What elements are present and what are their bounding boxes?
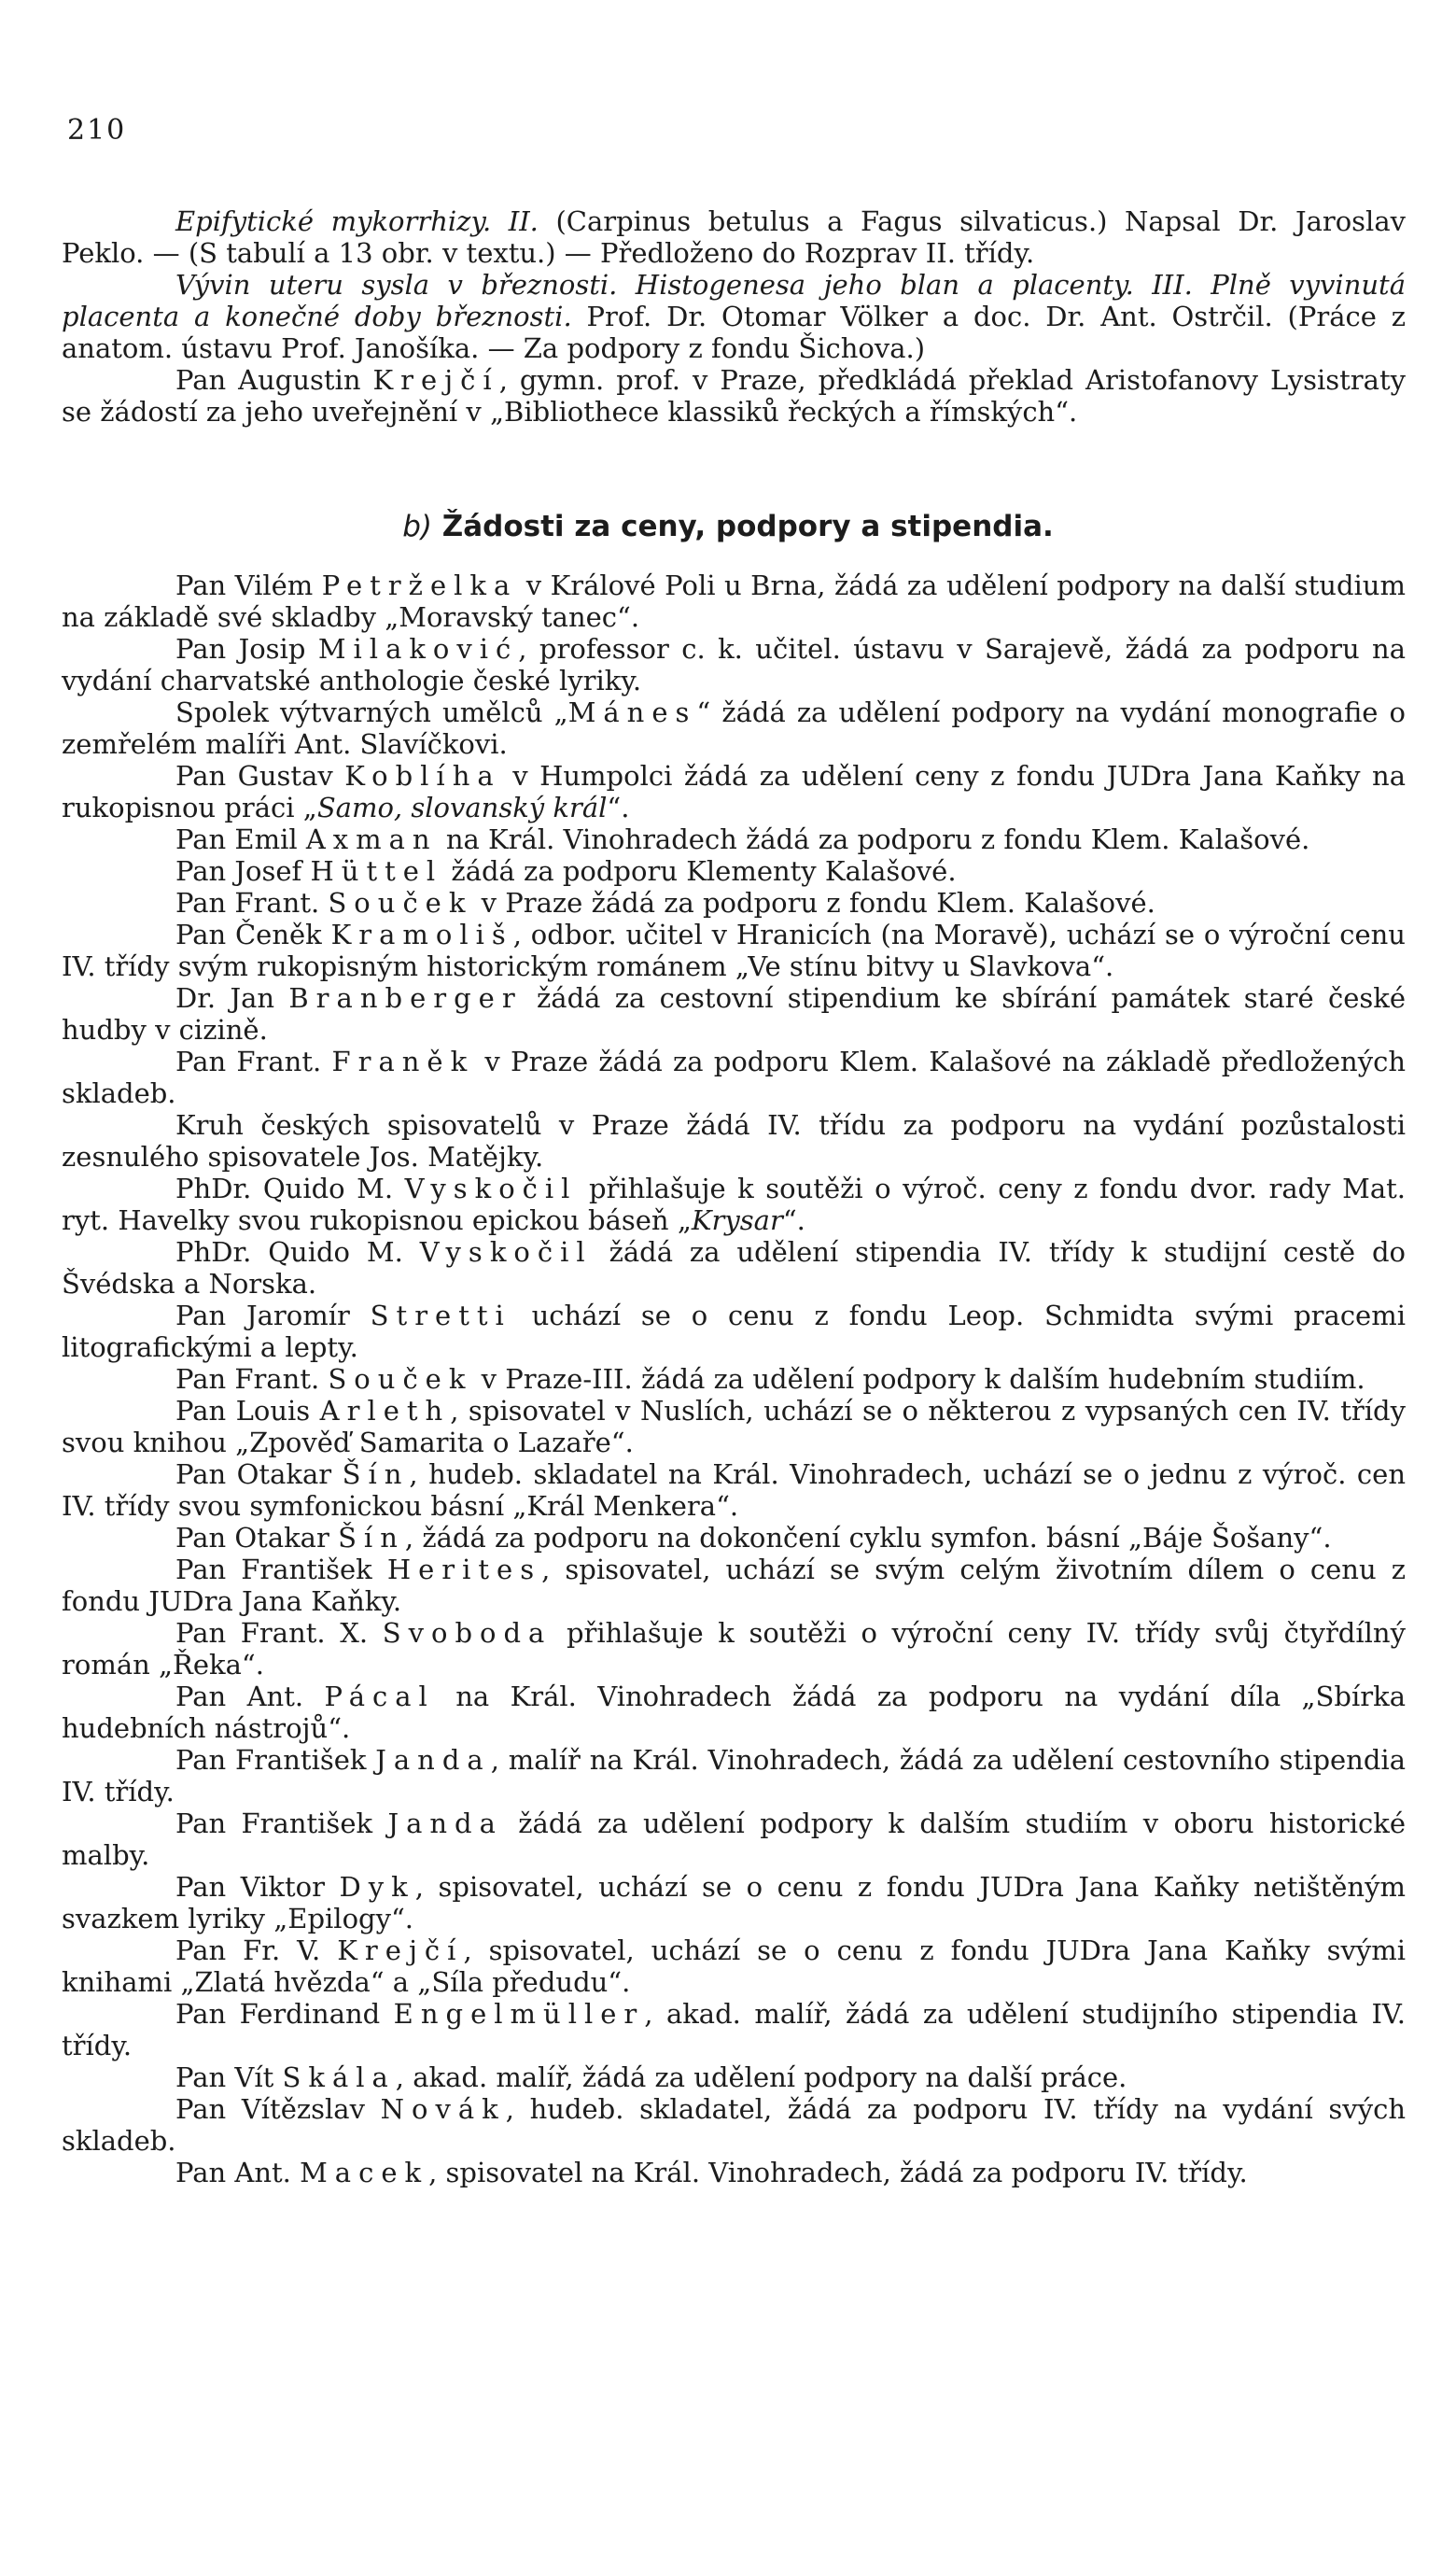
- entry-text: Pan František: [175, 1554, 387, 1585]
- entry-text: na Král. Vinohradech žádá za podporu na vydání díla „Sbírka hudebních nástrojů“.: [62, 1681, 1406, 1744]
- spaced-name: Dyk: [339, 1871, 415, 1903]
- entry-text: Pan Vít: [175, 2061, 283, 2093]
- italic-title: Vývin uteru sysla v březnosti. Histogenesa jeho blan a placenty. III. Plně vyvinutá placenta a konečné doby březnosti.: [62, 269, 1406, 332]
- spaced-name: Branberger: [288, 982, 523, 1014]
- paragraph-entry: [62, 1458, 1406, 1522]
- paragraph-entry: [62, 1934, 1406, 1998]
- spaced-name: Souček: [328, 1363, 473, 1395]
- spaced-name: Kramoliš: [330, 919, 513, 950]
- italic-title: Samo, slovanský král: [316, 792, 608, 823]
- entry-text: žádá za udělení stipendia IV. třídy k studijní cestě do Švédska a Norska.: [62, 1236, 1406, 1300]
- paragraph-entry: [62, 2093, 1406, 2157]
- entry-text: PhDr. Quido M.: [175, 1236, 420, 1268]
- paragraph-entry: [62, 1173, 1406, 1236]
- paragraph-entry: [62, 364, 1406, 428]
- submitted-works-section: [62, 205, 1406, 428]
- entry-text: , professor c. k. učitel. ústavu v Sarajevě, žádá za podporu na vydání charvatské anthologie české lyriky.: [62, 633, 1407, 696]
- entry-text: v Králové Poli u Brna, žádá za udělení podpory na další studium na základě své skladby „Moravský tanec“.: [62, 570, 1406, 633]
- paragraph-entry: [62, 887, 1406, 919]
- italic-title: Epifytické mykorrhizy. II.: [175, 205, 539, 237]
- paragraph-entry: [62, 1617, 1406, 1681]
- entry-text: žádá za udělení podpory k dalším studiím v oboru historické malby.: [62, 1807, 1406, 1871]
- spaced-name: Milaković: [317, 633, 519, 665]
- italic-title: Krysar: [691, 1204, 783, 1236]
- entry-text: “ žádá za udělení podpory na vydání monografie o zemřelém malíři Ant. Slavíčkovi.: [62, 696, 1407, 760]
- entry-text: “.: [782, 1204, 805, 1236]
- entry-text: (Carpinus betulus a Fagus silvaticus.) Napsal Dr. Jaroslav Peklo. — (S tabulí a 13 obr. v textu.) — Předloženo do Rozprav II. třídy.: [62, 205, 1407, 269]
- entry-text: Pan Josef: [175, 855, 311, 887]
- paragraph-entry: [62, 2157, 1406, 2188]
- paragraph-entry: [62, 1554, 1406, 1617]
- entry-text: Pan Josip: [175, 633, 318, 665]
- entry-text: Pan Jaromír: [175, 1300, 371, 1331]
- entry-text: , hudeb. skladatel, žádá za podporu IV. třídy na vydání svých skladeb.: [62, 2093, 1406, 2157]
- entry-text: Pan Vítězslav: [175, 2093, 381, 2125]
- entry-text: , malíř na Král. Vinohradech, žádá za udělení cestovního stipendia IV. třídy.: [62, 1744, 1406, 1807]
- entry-text: žádá za cestovní stipendium ke sbírání památek staré české hudby v cizině.: [62, 982, 1406, 1046]
- entry-text: , gymn. prof. v Praze, předkládá překlad Aristofanovy Lysistraty se žádostí za jeho uveřejnění v „Bibliothece klassiků řeckých a římských“.: [62, 364, 1406, 428]
- entry-text: , žádá za podporu na dokončení cyklu symfon. básní „Báje Šošany“.: [404, 1522, 1332, 1554]
- spaced-name: Krejčí: [337, 1934, 464, 1966]
- paragraph-entry: [62, 570, 1406, 633]
- spaced-name: Novák: [380, 2093, 506, 2125]
- entry-text: Pan Emil: [175, 823, 306, 855]
- spaced-name: Šín: [342, 1458, 410, 1490]
- entry-text: , spisovatel v Nuslích, uchází se o některou z vypsaných cen IV. třídy svou knihou „Zpověď Samarita o Lazaře“.: [62, 1395, 1406, 1458]
- entry-text: Pan Ant.: [175, 2157, 301, 2188]
- paragraph-entry: [62, 1807, 1406, 1871]
- entry-text: Pan Augustin: [175, 364, 373, 396]
- paragraph-entry: [62, 269, 1406, 364]
- entry-text: Prof. Dr. Otomar Völker a doc. Dr. Ant. Ostrčil. (Práce z anatom. ústavu Prof. Janošíka. — Za podpory z fondu Šichova.): [62, 301, 1406, 364]
- spaced-name: Franěk: [331, 1046, 475, 1077]
- entry-text: v Praze žádá za podporu Klem. Kalašové na základě předložených skladeb.: [62, 1046, 1407, 1109]
- paragraph-entry: [62, 1363, 1406, 1395]
- entry-text: Pan Gustav: [175, 760, 345, 792]
- entry-text: Pan Otakar: [175, 1458, 343, 1490]
- paragraph-entry: [62, 919, 1406, 982]
- entry-text: Kruh českých spisovatelů v Praze žádá IV. třídu za podporu na vydání pozůstalosti zesnulého spisovatele Jos. Matějky.: [62, 1109, 1406, 1173]
- paragraph-entry: [62, 1236, 1406, 1300]
- entry-text: v Praze-III. žádá za udělení podpory k dalším hudebním studiím.: [472, 1363, 1365, 1395]
- entry-text: Pan Vilém: [175, 570, 322, 601]
- spaced-name: Skála: [282, 2061, 396, 2093]
- entry-text: Pan Ferdinand: [175, 1998, 394, 2030]
- entry-text: Pan Frant.: [175, 1046, 332, 1077]
- section-heading-title: Žádosti za ceny, podpory a stipendia.: [431, 510, 1054, 543]
- spaced-name: Macek: [300, 2157, 429, 2188]
- entry-text: Pan Viktor: [175, 1871, 340, 1903]
- section-heading: [0, 510, 1456, 543]
- entry-text: PhDr. Quido M.: [175, 1173, 405, 1204]
- entry-text: přihlašuje k soutěži o výroční ceny IV. třídy svůj čtyřdílný román „Řeka“.: [62, 1617, 1406, 1681]
- grant-requests-section: [62, 570, 1406, 2188]
- entry-text: , akad. malíř, žádá za udělení podpory na další práce.: [395, 2061, 1127, 2093]
- paragraph-entry: [62, 823, 1406, 855]
- paragraph-entry: [62, 205, 1406, 269]
- entry-text: žádá za podporu Klementy Kalašové.: [442, 855, 957, 887]
- paragraph-entry: [62, 1522, 1406, 1554]
- entry-text: , hudeb. skladatel na Král. Vinohradech, uchází se o jednu z výroč. cen IV. třídy svou symfonickou básní „Král Menkera“.: [62, 1458, 1406, 1522]
- entry-text: , spisovatel, uchází se o cenu z fondu JUDra Jana Kaňky netištěným svazkem lyriky „Epilogy“.: [62, 1871, 1406, 1934]
- spaced-name: Herites: [386, 1554, 542, 1585]
- entry-text: uchází se o cenu z fondu Leop. Schmidta svými pracemi litografickými a lepty.: [62, 1300, 1406, 1363]
- paragraph-entry: [62, 1871, 1406, 1934]
- entry-text: Pan Fr. V.: [175, 1934, 338, 1966]
- spaced-name: Janda: [375, 1744, 491, 1776]
- entry-text: Pan Otakar: [175, 1522, 339, 1554]
- entry-text: Pan Frant.: [175, 887, 329, 919]
- spaced-name: Svoboda: [382, 1617, 553, 1649]
- entry-text: , odbor. učitel v Hranicích (na Moravě), uchází se o výroční cenu IV. třídy svým rukopisným historickým románem „Ve stínu bitvy u Slavkova“.: [62, 919, 1406, 982]
- entry-text: , spisovatel, uchází se svým celým životním dílem o cenu z fondu JUDra Jana Kaňky.: [62, 1554, 1406, 1617]
- paragraph-entry: [62, 1681, 1406, 1744]
- entry-text: v Humpolci žádá za udělení ceny z fondu JUDra Jana Kaňky na rukopisnou práci „: [62, 760, 1406, 823]
- spaced-name: Petrželka: [321, 570, 518, 601]
- entry-text: , akad. malíř, žádá za udělení studijního stipendia IV. třídy.: [62, 1998, 1406, 2061]
- spaced-name: Hüttel: [310, 855, 443, 887]
- entry-text: , spisovatel, uchází se o cenu z fondu JUDra Jana Kaňky svými knihami „Zlatá hvězda“ a „Síla předudu“.: [62, 1934, 1406, 1998]
- entry-text: Pan Frant. X.: [175, 1617, 383, 1649]
- spaced-name: Souček: [328, 887, 473, 919]
- spaced-name: Janda: [387, 1807, 503, 1839]
- spaced-name: Mánes: [567, 696, 697, 728]
- entry-text: Pan Čeněk: [175, 919, 331, 950]
- spaced-name: Vyskočil: [419, 1236, 593, 1268]
- entry-text: Spolek výtvarných umělců „: [175, 696, 568, 728]
- paragraph-entry: [62, 696, 1406, 760]
- paragraph-entry: [62, 2061, 1406, 2093]
- paragraph-entry: [62, 1998, 1406, 2061]
- entry-text: Pan Louis: [175, 1395, 320, 1427]
- entry-text: , spisovatel na Král. Vinohradech, žádá za podporu IV. třídy.: [428, 2157, 1248, 2188]
- paragraph-entry: [62, 1395, 1406, 1458]
- paragraph-entry: [62, 1109, 1406, 1173]
- page-number: 210: [67, 114, 127, 147]
- spaced-name: Krejčí: [372, 364, 499, 396]
- spaced-name: Šín: [338, 1522, 405, 1554]
- paragraph-entry: [62, 1046, 1406, 1109]
- entry-text: “.: [607, 792, 630, 823]
- paragraph-entry: [62, 982, 1406, 1046]
- spaced-name: Pácal: [324, 1681, 435, 1712]
- entry-text: přihlašuje k soutěži o výroč. ceny z fondu dvor. rady Mat. ryt. Havelky svou rukopisnou epickou báseň „: [62, 1173, 1407, 1236]
- paragraph-entry: [62, 760, 1406, 823]
- paragraph-entry: [62, 1744, 1406, 1807]
- spaced-name: Vyskočil: [404, 1173, 578, 1204]
- section-heading-label: b): [402, 510, 432, 543]
- spaced-name: Arleth: [319, 1395, 451, 1427]
- entry-text: Pan Frant.: [175, 1363, 329, 1395]
- paragraph-entry: [62, 633, 1406, 696]
- paragraph-entry: [62, 855, 1406, 887]
- entry-text: v Praze žádá za podporu z fondu Klem. Kalašové.: [472, 887, 1155, 919]
- spaced-name: Stretti: [370, 1300, 511, 1331]
- entry-text: Pan František: [175, 1744, 376, 1776]
- spaced-name: Koblíha: [344, 760, 501, 792]
- spaced-name: Axman: [305, 823, 438, 855]
- entry-text: Pan Ant.: [175, 1681, 325, 1712]
- entry-text: na Král. Vinohradech žádá za podporu z fondu Klem. Kalašové.: [437, 823, 1310, 855]
- spaced-name: Engelmüller: [393, 1998, 645, 2030]
- paragraph-entry: [62, 1300, 1406, 1363]
- entry-text: Pan František: [175, 1807, 388, 1839]
- entry-text: Dr. Jan: [175, 982, 289, 1014]
